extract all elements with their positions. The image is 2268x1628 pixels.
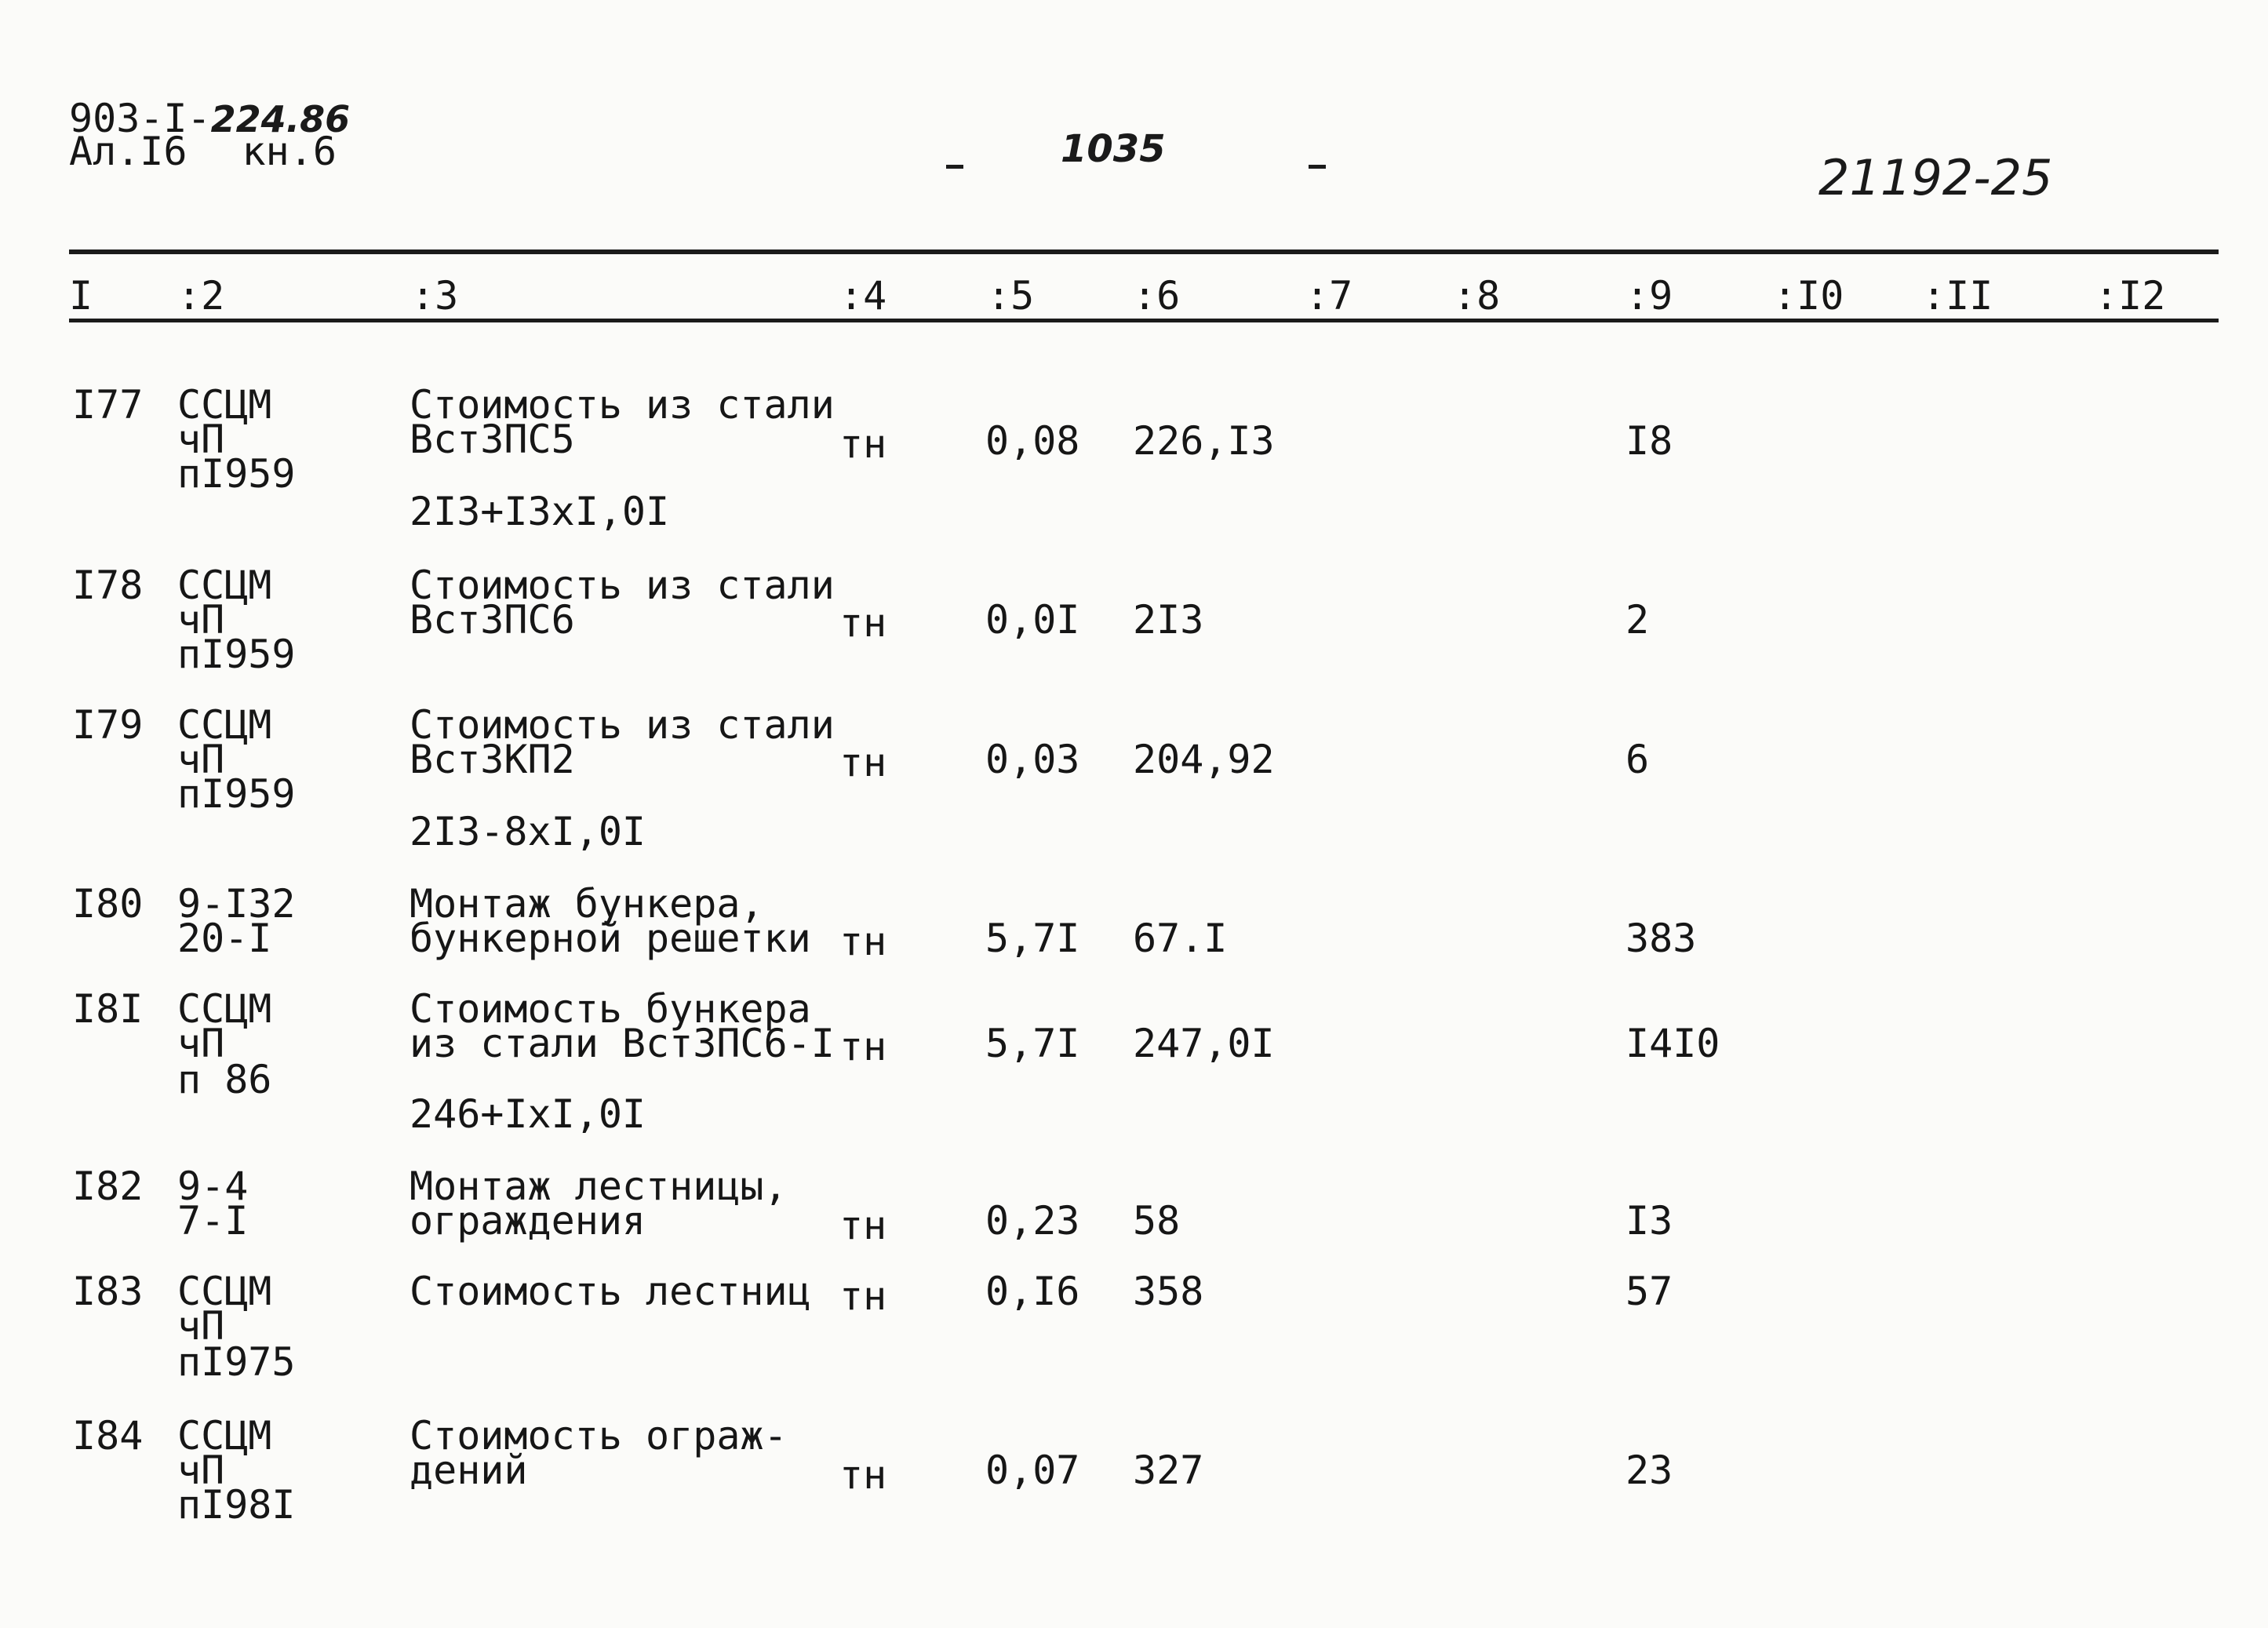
quantity-cell: 0,07	[985, 1448, 1080, 1493]
code-line: ССЦМ	[177, 382, 272, 428]
quantity-cell: 0,I6	[985, 1269, 1080, 1314]
total-cell: 23	[1625, 1448, 1673, 1493]
description-line: дений	[410, 1448, 528, 1493]
unit-cell: тн	[839, 1024, 887, 1069]
column-header-6: :6	[1133, 273, 1181, 319]
code-line: пI959	[177, 451, 296, 497]
code-line: п 86	[177, 1057, 272, 1102]
column-header-8: :8	[1453, 273, 1501, 319]
column-header-3: :3	[411, 273, 459, 319]
total-cell: 383	[1625, 916, 1697, 961]
code-line: ССЦМ	[177, 1269, 272, 1314]
formula-line: 2I3-8xI,0I	[410, 809, 646, 854]
description-line: ВстЗПС5	[410, 417, 575, 462]
code-line: ССЦМ	[177, 1413, 272, 1459]
description-line: Стоимость бункера	[410, 986, 811, 1032]
code-line: чП	[177, 597, 225, 643]
description-line: Стоимость лестниц	[410, 1269, 811, 1314]
column-header-2: :2	[177, 273, 225, 319]
unit-cell: тн	[839, 1452, 887, 1498]
description-line: ВстЗКП2	[410, 737, 575, 782]
unit-cell: тн	[839, 1273, 887, 1319]
row-number: I82	[72, 1164, 144, 1209]
unit-price-cell: 2I3	[1133, 597, 1204, 643]
unit-price-cell: 204,92	[1133, 737, 1275, 782]
column-header-9: :9	[1625, 273, 1673, 319]
quantity-cell: 5,7I	[985, 916, 1080, 961]
unit-price-cell: 67.I	[1133, 916, 1228, 961]
description-line: Стоимость ограж-	[410, 1413, 788, 1459]
formula-line: 246+IxI,0I	[410, 1091, 646, 1137]
book-label: кн.6	[242, 129, 337, 174]
page-number-dash-right	[1309, 165, 1326, 169]
unit-cell: тн	[839, 919, 887, 964]
document-code-printed: 903-I-	[69, 96, 211, 141]
total-cell: 2	[1625, 597, 1650, 643]
code-line: чП	[177, 737, 225, 782]
description-line: из стали ВстЗПС6-I	[410, 1021, 835, 1066]
quantity-cell: 5,7I	[985, 1021, 1080, 1066]
code-line: 7-I	[177, 1198, 249, 1244]
description-line: Монтаж бункера,	[410, 881, 764, 927]
code-line: 9-4	[177, 1164, 249, 1209]
code-line: пI959	[177, 632, 296, 677]
unit-cell: тн	[839, 600, 887, 646]
total-cell: I4I0	[1625, 1021, 1720, 1066]
column-header-1: I	[69, 273, 93, 319]
row-number: I79	[72, 702, 144, 748]
column-header-4: :4	[839, 273, 887, 319]
total-cell: I8	[1625, 418, 1673, 464]
description-line: ВстЗПС6	[410, 597, 575, 643]
unit-price-cell: 58	[1133, 1198, 1181, 1244]
column-header-10: :I0	[1773, 273, 1844, 319]
row-number: I77	[72, 382, 144, 428]
row-number: I78	[72, 563, 144, 608]
row-number: I80	[72, 881, 144, 927]
unit-cell: тн	[839, 421, 887, 467]
document-code-handwritten: 224.86	[210, 98, 351, 140]
code-line: пI98I	[177, 1482, 296, 1528]
code-line: чП	[177, 417, 225, 462]
code-line: ССЦМ	[177, 986, 272, 1032]
code-line: пI959	[177, 771, 296, 817]
total-cell: I3	[1625, 1198, 1673, 1244]
description-line: бункерной решетки	[410, 916, 811, 961]
row-number: I84	[72, 1413, 144, 1459]
album-book-line	[69, 129, 337, 174]
code-line: ССЦМ	[177, 563, 272, 608]
row-number: I8I	[72, 986, 144, 1032]
code-line: чП	[177, 1021, 225, 1066]
code-line: пI975	[177, 1339, 296, 1385]
quantity-cell: 0,0I	[985, 597, 1080, 643]
quantity-cell: 0,23	[985, 1198, 1080, 1244]
column-header-7: :7	[1305, 273, 1353, 319]
unit-price-cell: 327	[1133, 1448, 1204, 1493]
description-line: Монтаж лестницы,	[410, 1164, 788, 1209]
table-header-rule	[69, 319, 2219, 322]
unit-cell: тн	[839, 1203, 887, 1248]
album-label: Ал.I6	[69, 129, 187, 174]
description-line: Стоимость из стали	[410, 382, 835, 428]
code-line: 9-I32	[177, 881, 296, 927]
column-header-5: :5	[987, 273, 1035, 319]
page-number-dash-left	[946, 165, 963, 169]
description-line: Стоимость из стали	[410, 563, 835, 608]
code-line: ССЦМ	[177, 702, 272, 748]
row-number: I83	[72, 1269, 144, 1314]
quantity-cell: 0,03	[985, 737, 1080, 782]
code-line: 20-I	[177, 916, 272, 961]
code-line: чП	[177, 1303, 225, 1349]
unit-price-cell: 247,0I	[1133, 1021, 1275, 1066]
code-line: чП	[177, 1448, 225, 1493]
total-cell: 6	[1625, 737, 1650, 782]
formula-line: 2I3+I3xI,0I	[410, 489, 670, 534]
unit-price-cell: 358	[1133, 1269, 1204, 1314]
page-number: 1035	[1061, 127, 1166, 171]
unit-price-cell: 226,I3	[1133, 418, 1275, 464]
table-top-rule	[69, 249, 2219, 254]
total-cell: 57	[1625, 1269, 1673, 1314]
column-header-12: :I2	[2095, 273, 2166, 319]
unit-cell: тн	[839, 740, 887, 785]
description-line: ограждения	[410, 1198, 646, 1244]
sheet-reference-number: 21192-25	[1818, 149, 2053, 206]
quantity-cell: 0,08	[985, 418, 1080, 464]
description-line: Стоимость из стали	[410, 702, 835, 748]
column-header-11: :II	[1922, 273, 1993, 319]
